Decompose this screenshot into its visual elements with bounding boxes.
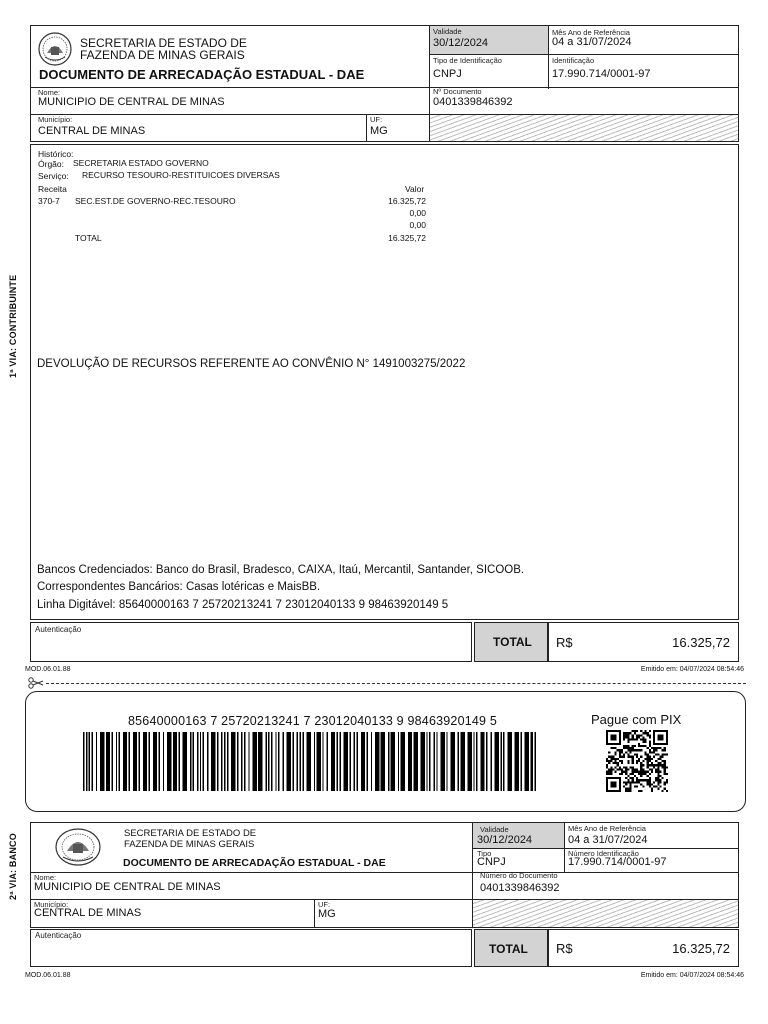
historico-label: Histórico: — [38, 149, 74, 159]
tipo-id-value: CNPJ — [477, 856, 506, 868]
barcode-bar — [297, 732, 298, 791]
barcode-bar — [515, 732, 519, 791]
devolucao-text: DEVOLUÇÃO DE RECURSOS REFERENTE AO CONVÊNIO N° 1491003275/2022 — [37, 358, 466, 370]
pix-label: Pague com PIX — [591, 712, 682, 727]
barcode-bar — [100, 732, 104, 791]
validade-label: Validade — [433, 27, 462, 36]
receita-total-label: TOTAL — [75, 233, 102, 243]
barcode-bar — [371, 732, 372, 791]
payment-slip — [25, 691, 746, 812]
municipio-value: CENTRAL DE MINAS — [34, 907, 142, 919]
barcode-number: 85640000163 7 25720213241 7 23012040133 9 98463920149 5 — [128, 714, 498, 728]
municipio-label: Município: — [34, 900, 69, 909]
receita-row-value: 16.325,72 — [388, 196, 426, 206]
total-label: TOTAL — [493, 635, 532, 649]
total-value-box — [548, 929, 739, 967]
barcode-bar — [86, 732, 87, 791]
barcode-bar — [441, 732, 445, 791]
receita-row-desc: SEC.EST.DE GOVERNO-REC.TESOURO — [75, 196, 236, 206]
orgao-value: SECRETARIA ESTADO GOVERNO — [73, 158, 209, 168]
total-label-box — [474, 929, 548, 967]
barcode-bar — [258, 732, 262, 791]
total-value-box — [548, 622, 739, 662]
barcode-bar — [433, 732, 434, 791]
org-name-line1: SECRETARIA DE ESTADO DE — [124, 828, 257, 839]
org-name-line2: FAZENDA DE MINAS GERAIS — [124, 839, 255, 850]
state-seal-icon — [53, 827, 103, 867]
barcode-bar — [337, 732, 338, 791]
side-label-second-copy: 2ª VIA: BANCO — [8, 833, 18, 900]
barcode-bar — [361, 732, 365, 791]
barcode-bar — [133, 732, 137, 791]
validade-value: 30/12/2024 — [477, 834, 533, 846]
nome-value: MUNICIPIO DE CENTRAL DE MINAS — [34, 881, 221, 893]
barcode-bar — [282, 732, 283, 791]
barcode-bar — [207, 732, 208, 791]
servico-label: Serviço: — [38, 171, 69, 181]
barcode-bar — [408, 732, 412, 791]
autenticacao-box — [30, 929, 472, 967]
barcode-bar — [190, 732, 191, 791]
barcode-bar — [535, 732, 536, 791]
barcode-bar — [327, 732, 328, 791]
barcode-bar — [391, 732, 395, 791]
hatched-area — [430, 115, 738, 141]
barcode-bar — [468, 732, 472, 791]
barcode-bar — [221, 732, 222, 791]
barcode-bar — [244, 732, 245, 791]
barcode-bar — [237, 732, 238, 791]
barcode-bar — [388, 732, 389, 791]
barcode-bar — [193, 732, 194, 791]
barcode-bar — [366, 732, 367, 791]
barcode-bar — [248, 732, 249, 791]
total-value: 16.325,72 — [672, 941, 730, 956]
barcode-bar — [89, 732, 90, 791]
receita-total-value: 16.325,72 — [388, 233, 426, 243]
barcode-bar — [203, 732, 204, 791]
mes-ref-label: Mês Ano de Referência — [568, 824, 646, 833]
barcode-bar — [354, 732, 355, 791]
municipio-value: CENTRAL DE MINAS — [38, 125, 146, 137]
barcode-bar — [143, 732, 147, 791]
nome-label: Nome: — [38, 88, 61, 97]
barcode-bar — [302, 732, 303, 791]
pix-qr-code[interactable] — [605, 730, 669, 792]
barcode-bar — [287, 732, 291, 791]
scissors-icon — [28, 676, 44, 690]
orgao-label: Órgão: — [38, 159, 64, 169]
barcode-bar — [111, 732, 112, 791]
barcode-bar — [200, 732, 201, 791]
barcode-bar — [357, 732, 358, 791]
barcode-bar — [461, 732, 465, 791]
emitido-timestamp: Emitido em: 04/07/2024 08:54:46 — [640, 972, 744, 979]
receita-row-code: 370-7 — [38, 196, 60, 206]
valor-header: Valor — [405, 184, 425, 194]
document-title: DOCUMENTO DE ARRECADAÇÃO ESTADUAL - DAE — [39, 67, 365, 82]
ndoc-label: Nº Documento — [433, 87, 482, 96]
barcode-bar — [476, 732, 477, 791]
bancos-text: Bancos Credenciados: Banco do Brasil, Bradesco, CAIXA, Itaú, Mercantil, Santander, SICOOB. — [37, 564, 525, 576]
barcode-bar — [227, 732, 228, 791]
barcode-bar — [129, 732, 130, 791]
barcode-bar — [520, 732, 521, 791]
autenticacao-label: Autenticação — [35, 931, 82, 940]
autenticacao-label: Autenticação — [35, 625, 82, 634]
barcode-bar — [401, 732, 405, 791]
barcode — [83, 732, 536, 791]
barcode-bar — [197, 732, 198, 791]
document-title: DOCUMENTO DE ARRECADAÇÃO ESTADUAL - DAE — [123, 857, 386, 869]
identificacao-value: 17.990.714/0001-97 — [552, 68, 651, 80]
total-value: 16.325,72 — [672, 635, 730, 650]
receita-header: Receita — [38, 184, 67, 194]
barcode-bar — [211, 732, 215, 791]
org-name-line1: SECRETARIA DE ESTADO DE — [80, 36, 247, 50]
barcode-bar — [268, 732, 269, 791]
barcode-bar — [500, 732, 501, 791]
uf-value: MG — [370, 125, 388, 137]
barcode-bar — [224, 732, 225, 791]
identificacao-label: Identificação — [552, 56, 595, 65]
identificacao-value: 17.990.714/0001-97 — [568, 856, 667, 868]
barcode-bar — [123, 732, 127, 791]
barcode-bar — [106, 732, 110, 791]
barcode-bar — [331, 732, 335, 791]
numero-id-label: Número Identificação — [568, 849, 639, 858]
barcode-bar — [83, 732, 84, 791]
barcode-bar — [183, 732, 187, 791]
currency-label: R$ — [556, 941, 573, 956]
barcode-bar — [217, 732, 218, 791]
barcode-bar — [495, 732, 499, 791]
barcode-bar — [153, 732, 157, 791]
tipo-id-label: Tipo de Identificação — [433, 56, 502, 65]
barcode-bar — [480, 732, 484, 791]
barcode-bar — [292, 732, 293, 791]
barcode-bar — [149, 732, 150, 791]
mes-ref-label: Mês Ano de Referência — [552, 28, 630, 37]
barcode-bar — [116, 732, 117, 791]
barcode-bar — [339, 732, 340, 791]
barcode-bar — [508, 732, 512, 791]
barcode-bar — [413, 732, 417, 791]
barcode-bar — [173, 732, 177, 791]
barcode-bar — [314, 732, 315, 791]
barcode-bar — [163, 732, 164, 791]
barcode-bar — [275, 732, 276, 791]
barcode-bar — [349, 732, 350, 791]
ndoc-value: 0401339846392 — [480, 882, 560, 894]
barcode-bar — [381, 732, 385, 791]
barcode-bar — [473, 732, 474, 791]
correspondentes-text: Correspondentes Bancários: Casas lotéricas e MaisBB. — [37, 581, 321, 593]
barcode-bar — [426, 732, 427, 791]
side-label-first-copy: 1ª VIA: CONTRIBUINTE — [8, 274, 18, 378]
uf-value: MG — [318, 908, 336, 920]
linha-digitavel-text: Linha Digitável: 85640000163 7 25720213241 7 23012040133 9 98463920149 5 — [37, 599, 449, 611]
tipo-label: Tipo — [477, 849, 492, 858]
nome-value: MUNICIPIO DE CENTRAL DE MINAS — [38, 96, 225, 108]
tipo-id-value: CNPJ — [433, 68, 462, 80]
barcode-bar — [96, 732, 97, 791]
servico-value: RECURSO TESOURO-RESTITUICOES DIVERSAS — [82, 170, 280, 180]
barcode-bar — [486, 732, 487, 791]
barcode-bar — [253, 732, 257, 791]
barcode-bar — [525, 732, 529, 791]
receita-row-value: 0,00 — [409, 220, 426, 230]
mes-ref-value: 04 a 31/07/2024 — [568, 834, 648, 846]
barcode-bar — [458, 732, 459, 791]
barcode-bar — [344, 732, 348, 791]
barcode-bar — [421, 732, 425, 791]
ndoc-value: 0401339846392 — [433, 96, 513, 108]
receita-row-value: 0,00 — [409, 208, 426, 218]
uf-label: UF: — [318, 900, 331, 909]
barcode-bar — [278, 732, 279, 791]
barcode-bar — [92, 732, 93, 791]
barcode-bar — [503, 732, 504, 791]
barcode-bar — [398, 732, 399, 791]
barcode-bar — [317, 732, 321, 791]
barcode-bar — [231, 732, 235, 791]
barcode-bar — [436, 732, 437, 791]
barcode-bar — [241, 732, 242, 791]
barcode-bar — [139, 732, 140, 791]
historico-panel — [30, 144, 739, 620]
barcode-bar — [322, 732, 323, 791]
barcode-bar — [307, 732, 311, 791]
barcode-bar — [159, 732, 160, 791]
hatched-area — [473, 900, 738, 927]
barcode-bar — [375, 732, 379, 791]
model-code: MOD.06.01.88 — [25, 972, 71, 979]
municipio-label: Município: — [38, 115, 73, 124]
mes-ref-value: 04 a 31/07/2024 — [552, 36, 632, 48]
barcode-bar — [530, 732, 533, 791]
cut-line — [46, 683, 746, 684]
emitido-timestamp: Emitido em: 04/07/2024 08:54:46 — [640, 666, 744, 673]
validade-label: Validade — [480, 825, 509, 834]
barcode-bar — [446, 732, 447, 791]
barcode-bar — [271, 732, 272, 791]
barcode-bar — [429, 732, 430, 791]
nome-label: Nome: — [34, 873, 57, 882]
currency-label: R$ — [556, 635, 573, 650]
model-code: MOD.06.01.88 — [25, 666, 71, 673]
barcode-bar — [265, 732, 266, 791]
total-label-box — [474, 622, 548, 662]
barcode-bar — [490, 732, 491, 791]
uf-label: UF: — [370, 115, 383, 124]
ndoc-label: Número do Documento — [480, 871, 558, 880]
barcode-bar — [451, 732, 455, 791]
validade-value: 30/12/2024 — [433, 37, 489, 49]
state-seal-icon — [37, 31, 73, 67]
barcode-bar — [300, 732, 301, 791]
barcode-bar — [167, 732, 171, 791]
barcode-bar — [119, 732, 120, 791]
org-name-line2: FAZENDA DE MINAS GERAIS — [80, 48, 245, 62]
total-label: TOTAL — [489, 942, 528, 956]
barcode-bar — [178, 732, 179, 791]
autenticacao-box — [30, 622, 472, 662]
